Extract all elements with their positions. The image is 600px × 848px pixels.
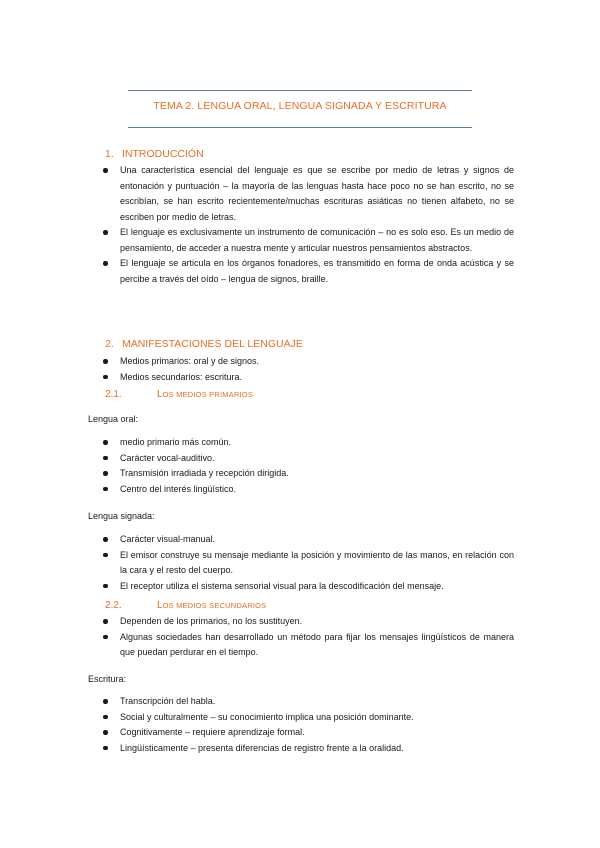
section-2-list (0, 354, 514, 385)
list-item: Centro del interés lingüístico. (0, 482, 514, 498)
subsection-2-2-number: 2.2. (105, 600, 122, 611)
section-1-title: INTRODUCCIÓN (122, 148, 204, 160)
bullet-icon (103, 584, 108, 589)
bullet-icon (103, 537, 108, 542)
list-item: medio primario más común. (0, 435, 514, 451)
bullet-icon (103, 456, 108, 461)
title-rule-top (128, 90, 472, 91)
bullet-icon (103, 619, 108, 624)
list-item: Dependen de los primarios, no los sustituyen. (0, 614, 514, 630)
list-item: Carácter vocal-auditivo. (0, 451, 514, 467)
section-2-title: MANIFESTACIONES DEL LENGUAJE (122, 338, 303, 350)
list-item: Lingüísticamente – presenta diferencias de registro frente a la oralidad. (0, 741, 514, 757)
list-item: Una característica esencial del lenguaje es que se escribe por medio de letras y signos de entonación y puntuación – la mayoría de las lenguas hasta hace poco no se han escrito, no se escribían, se han escrito recientemente/muchas escrituras asiáticas no tienen alfabeto, no se escriben por medio de letras. (0, 163, 514, 225)
list-item: Social y culturalmente – su conocimiento implica una posición dominante. (0, 710, 514, 726)
bullet-icon (103, 168, 108, 173)
lengua-oral-list (0, 435, 514, 497)
lengua-signada-label: Lengua signada: (88, 511, 155, 521)
lengua-oral-label: Lengua oral: (88, 414, 139, 424)
list-item: Cognitivamente – requiere aprendizaje formal. (0, 725, 514, 741)
document-title: TEMA 2. LENGUA ORAL, LENGUA SIGNADA Y ESCRITURA (153, 100, 447, 112)
bullet-icon (103, 359, 108, 364)
list-item: El lenguaje se articula en los órganos fonadores, es transmitido en forma de onda acústica y se percibe a través del oído – lengua de signos, braille. (0, 256, 514, 287)
subsection-2-1-heading: 2.1. LOS MEDIOS PRIMARIOS (105, 389, 254, 400)
subsection-2-2-heading: 2.2. LOS MEDIOS SECUNDARIOS (105, 600, 267, 611)
list-item: Carácter visual-manual. (0, 532, 514, 548)
list-item: El emisor construye su mensaje mediante la posición y movimiento de las manos, en relación con la cara y el resto del cuerpo. (0, 548, 514, 579)
section-1-list (0, 163, 514, 287)
bullet-icon (103, 635, 108, 640)
escritura-label: Escritura: (88, 674, 127, 684)
bullet-icon (103, 699, 108, 704)
list-item: Medios primarios: oral y de signos. (0, 354, 514, 370)
section-1-heading (105, 148, 204, 160)
bullet-icon (103, 746, 108, 751)
escritura-list (0, 694, 514, 756)
title-rule-bottom (128, 127, 472, 128)
bullet-icon (103, 261, 108, 266)
bullet-icon (103, 471, 108, 476)
list-item: Algunas sociedades han desarrollado un método para fijar los mensajes lingüísticos de manera que puedan perdurar en el tiempo. (0, 630, 514, 661)
subsection-2-2-list (0, 614, 514, 661)
list-item: Transcripción del habla. (0, 694, 514, 710)
section-2-number: 2. (105, 338, 114, 350)
list-item: El receptor utiliza el sistema sensorial visual para la descodificación del mensaje. (0, 579, 514, 595)
section-1-number: 1. (105, 148, 114, 160)
bullet-icon (103, 230, 108, 235)
bullet-icon (103, 553, 108, 558)
lengua-signada-list (0, 532, 514, 594)
bullet-icon (103, 730, 108, 735)
bullet-icon (103, 715, 108, 720)
bullet-icon (103, 440, 108, 445)
bullet-icon (103, 375, 108, 380)
list-item: El lenguaje es exclusivamente un instrumento de comunicación – no es solo eso. Es un medio de pensamiento, de acceder a nuestra mente y articular nuestros pensamientos abstractos. (0, 225, 514, 256)
subsection-2-1-number: 2.1. (105, 389, 122, 400)
bullet-icon (103, 487, 108, 492)
section-2-heading (105, 338, 303, 350)
list-item: Transmisión irradiada y recepción dirigida. (0, 466, 514, 482)
list-item: Medios secundarios: escritura. (0, 370, 514, 386)
